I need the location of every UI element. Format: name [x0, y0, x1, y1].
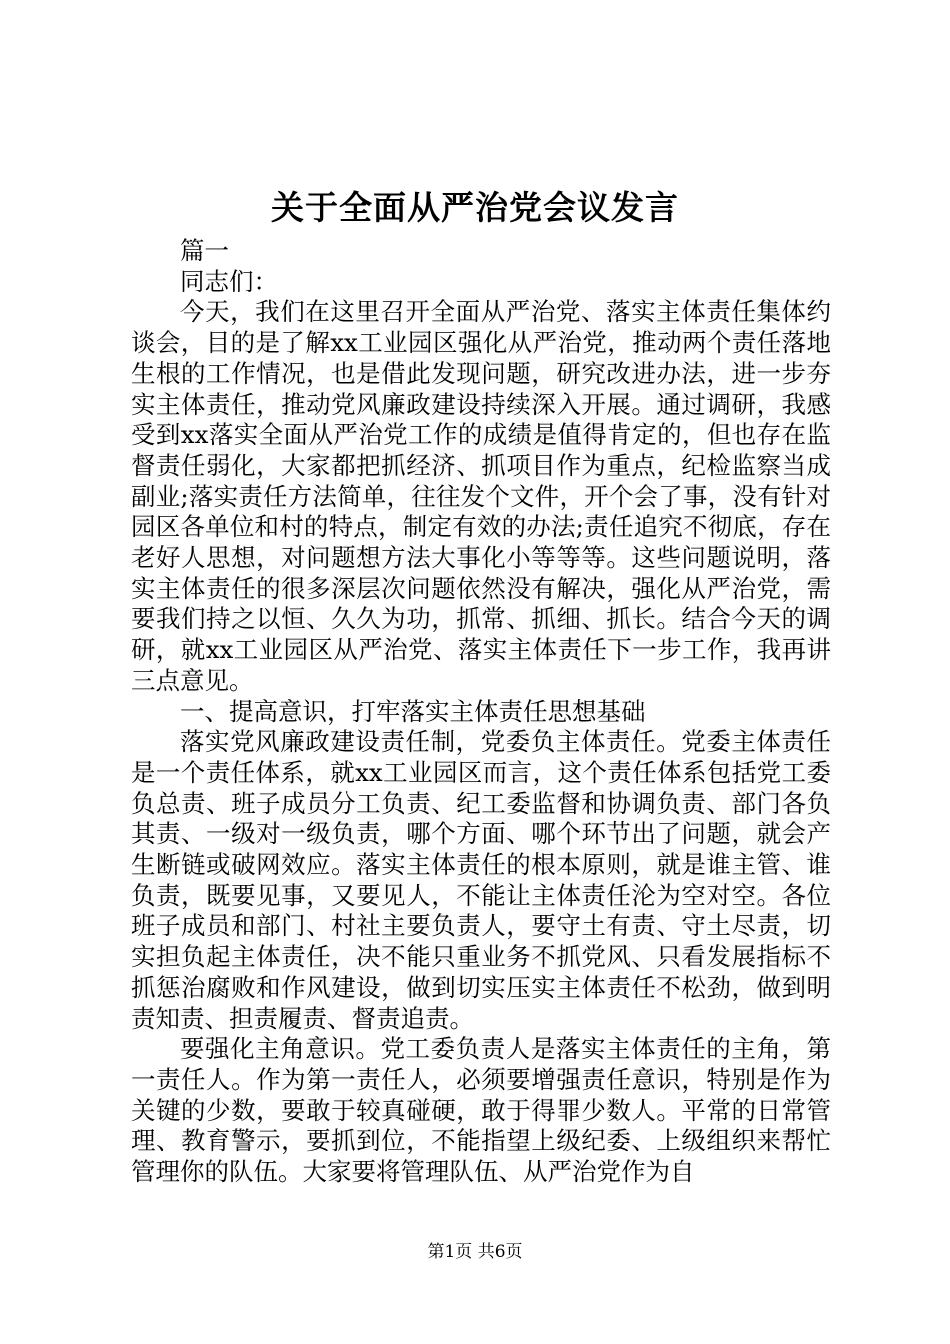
section-heading-1: 一、提高意识，打牢落实主体责任思想基础: [180, 696, 646, 726]
document-title: 关于全面从严治党会议发言: [271, 188, 679, 227]
paragraph-intro: 今天，我们在这里召开全面从严治党、落实主体责任集体约谈会，目的是了解xx工业园区强化从严治党，推动两个责任落地生根的工作情况，也是借此发现问题，研究改进办法，进一步夯实主体责任，推动党风廉政建设持续深入开展。通过调研，我感受到xx落实全面从严治党工作的成绩是值得肯定的，但也存在监督责任弱化，大家都把抓经济、抓项目作为重点，纪检监察当成副业;落实责任方法简单，往往发个文件，开个会了事，没有针对园区各单位和村的特点，制定有效的办法;责任追究不彻底，存在老好人思想，对问题想方法大事化小等等等。这些问题说明，落实主体责任的很多深层次问题依然没有解决，强化从严治党，需要我们持之以恒、久久为功，抓常、抓细、抓长。结合今天的调研，就xx工业园区从严治党、落实主体责任下一步工作，我再讲三点意见。: [131, 297, 831, 695]
salutation: 同志们：: [180, 266, 278, 296]
paragraph-leading-role: 要强化主角意识。党工委负责人是落实主体责任的主角，第一责任人。作为第一责任人，必须要增强责任意识，特别是作为关键的少数，要敢于较真碰硬，敢于得罪少数人。平常的日常管理、教育警示，要抓到位，不能指望上级纪委、上级组织来帮忙管理你的队伍。大家要将管理队伍、从严治党作为自: [131, 1034, 831, 1187]
paragraph-responsibility: 落实党风廉政建设责任制，党委负主体责任。党委主体责任是一个责任体系，就xx工业园区而言，这个责任体系包括党工委负总责、班子成员分工负责、纪工委监督和协调负责、部门各负其责、一级对一级负责，哪个方面、哪个环节出了问题，就会产生断链或破网效应。落实主体责任的根本原则，就是谁主管、谁负责，既要见事，又要见人，不能让主体责任沦为空对空。各位班子成员和部门、村社主要负责人，要守土有责、守土尽责，切实担负起主体责任，决不能只重业务不抓党风、只看发展指标不抓惩治腐败和作风建设，做到切实压实主体责任不松劲，做到明责知责、担责履责、督责追责。: [131, 727, 831, 1033]
page-footer: 第1页 共6页: [427, 1242, 523, 1262]
document-body: [131, 236, 831, 1188]
section-label: 篇一: [180, 236, 229, 265]
